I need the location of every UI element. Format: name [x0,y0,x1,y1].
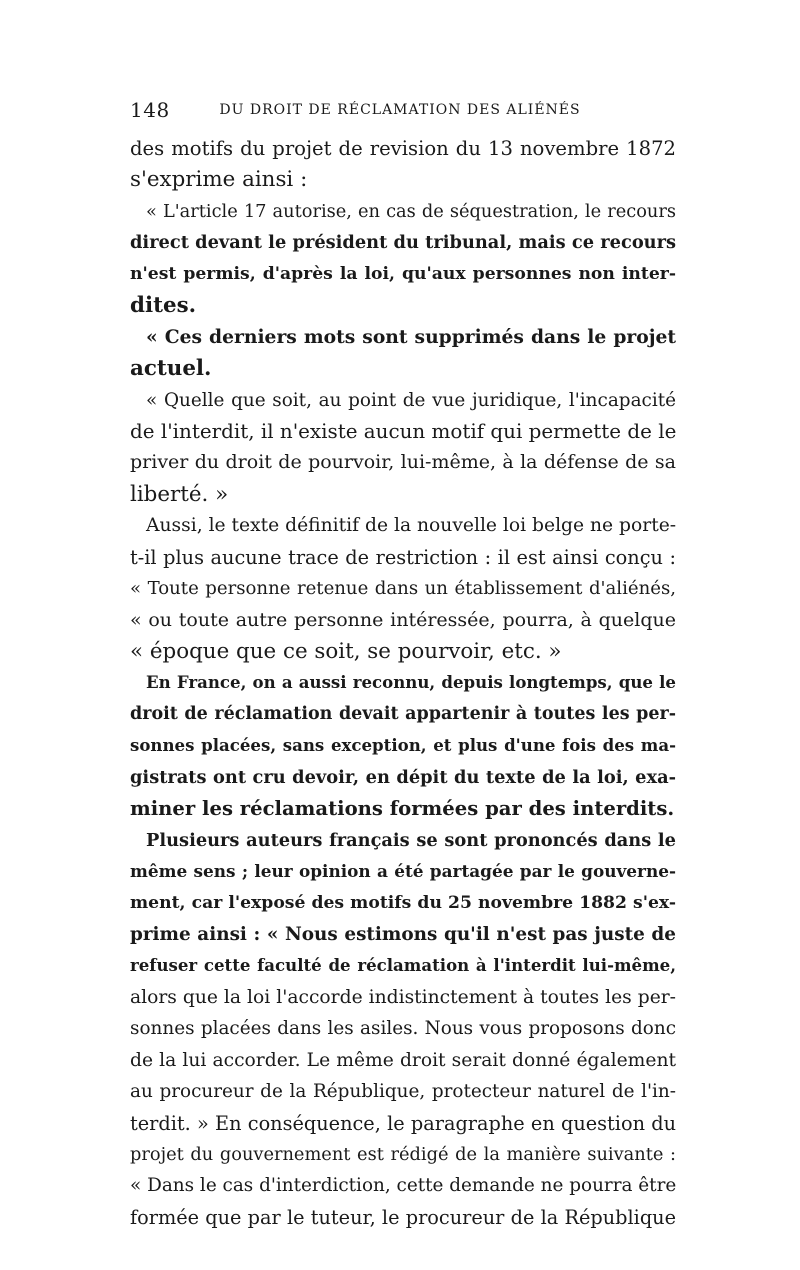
text-line: « époque que ce soit, se pourvoir, etc. » [130,639,562,664]
text-line: projet du gouvernement est rédigé de la manière suivante : [130,1144,676,1165]
text-line: liberté. » [130,481,229,507]
text-line: t-il plus aucune trace de restriction : il est ainsi conçu : [130,545,676,569]
text-line: des motifs du projet de revision du 13 novembre 1872 [130,137,676,160]
running-title: DU DROIT DE RÉCLAMATION DES ALIÉNÉS [219,102,581,118]
text-line: « Quelle que soit, au point de vue juridique, l'incapacité [146,389,676,411]
text-line: « L'article 17 autorise, en cas de séquestration, le recours [146,200,676,222]
text-line: sonnes placées dans les asiles. Nous vous proposons donc [130,1018,676,1040]
text-line: droit de réclamation devait appartenir à toutes les per- [130,703,676,724]
text-line: même sens ; leur opinion a été partagée par le gouverne- [130,861,676,882]
text-line: gistrats ont cru devoir, en dépit du texte de la loi, exa- [130,766,676,788]
text-line: au procureur de la République, protecteur naturel de l'in- [130,1081,676,1103]
text-line: prime ainsi : « Nous estimons qu'il n'est pas juste de [130,923,676,945]
text-line: « Dans le cas d'interdiction, cette demande ne pourra être [130,1175,677,1197]
text-line: dites. [130,293,197,319]
text-line: terdit. » En conséquence, le paragraphe en question du [130,1111,676,1135]
text-line: miner les réclamations formées par des interdits. [130,797,675,821]
text-line: ment, car l'exposé des motifs du 25 novembre 1882 s'ex- [130,892,676,913]
text-line: de l'interdit, il n'existe aucun motif qui permette de le [130,419,677,443]
text-line: priver du droit de pourvoir, lui-même, à la défense de sa [130,451,676,474]
text-line: de la lui accorder. Le même droit serait donné également [130,1049,676,1071]
text-line: « ou toute autre personne intéressée, pourra, à quelque [130,608,676,631]
text-line: actuel. [130,356,212,382]
text-line: Aussi, le texte définitif de la nouvelle loi belge ne porte- [146,515,677,537]
text-line: sonnes placées, sans exception, et plus d'une fois des ma- [130,735,676,756]
text-line: En France, on a aussi reconnu, depuis longtemps, que le [146,672,676,693]
text-line: direct devant le président du tribunal, mais ce recours [130,232,676,254]
running-head [130,98,670,126]
text-line: « Ces derniers mots sont supprimés dans le projet [146,325,676,348]
text-line: Plusieurs auteurs français se sont prononcés dans le [146,829,676,851]
text-line: n'est permis, d'après la loi, qu'aux personnes non inter- [130,263,676,284]
text-line: alors que la loi l'accorde indistinctement à toutes les per- [130,986,676,1008]
text-line: s'exprime ainsi : [130,167,308,193]
body-text [130,133,676,1233]
text-line: formée que par le tuteur, le procureur de la République [130,1205,676,1229]
text-line: « Toute personne retenue dans un établissement d'aliénés, [130,578,676,600]
text-line: refuser cette faculté de réclamation à l'interdit lui-même, [130,955,676,976]
page-number: 148 [130,98,170,122]
